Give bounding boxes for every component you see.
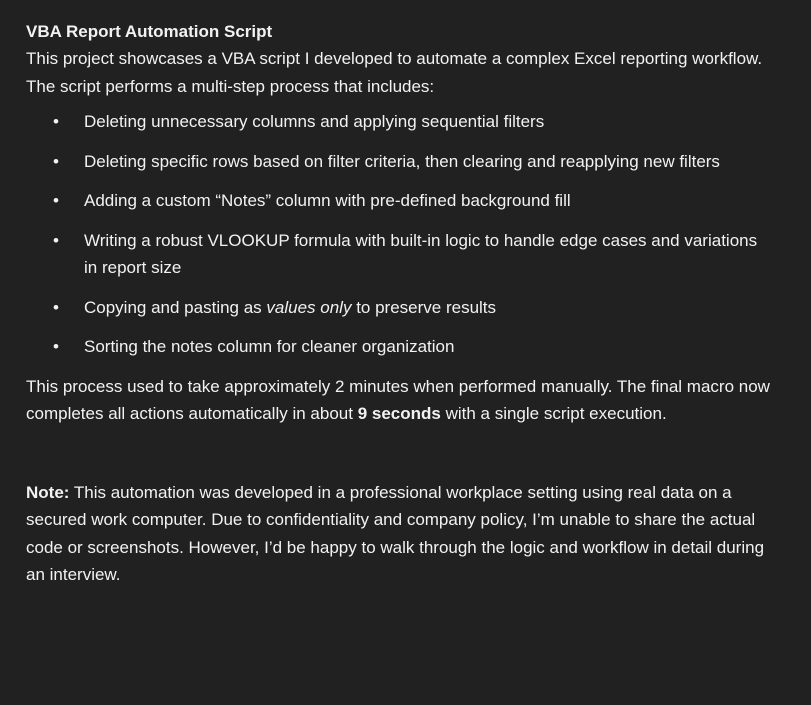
summary-text: with a single script execution. [440,404,667,423]
summary-text: This process used to take approximately 2 minutes when performed manually. The final macro now completes all actions automatically in about [26,376,770,423]
summary-paragraph [26,373,771,428]
list-item [26,294,771,322]
list-item: • Adding a custom “Notes” column with pre-defined background fill [26,187,771,215]
list-item: • Writing a robust VLOOKUP formula with built-in logic to handle edge cases and variations in report size [26,227,771,282]
list-item-text: to preserve results [351,297,497,317]
note-text: This automation was developed in a professional workplace setting using real data on a secured work computer. Due to confidentiality and company policy, I’m unable to share the actual code or screenshots. However, I’d be happy to walk through the logic and workflow in detail during an interview. [26,482,765,584]
highlight-duration: 9 seconds [357,404,441,423]
list-item: • Deleting specific rows based on filter criteria, then clearing and reapplying new filters [26,148,771,176]
emphasis-text: values only [266,297,352,317]
steps-list [26,108,771,361]
note-paragraph [26,479,771,589]
list-item-text: Copying and pasting as [84,297,267,317]
document-title: VBA Report Automation Script [26,22,273,41]
list-item: • Sorting the notes column for cleaner organization [26,333,771,361]
note-label: Note: [26,482,70,502]
list-item: • Deleting unnecessary columns and applying sequential filters [26,108,771,136]
intro-paragraph: This project showcases a VBA script I developed to automate a complex Excel reporting workflow. The script performs a multi-step process that includes: [26,49,763,96]
